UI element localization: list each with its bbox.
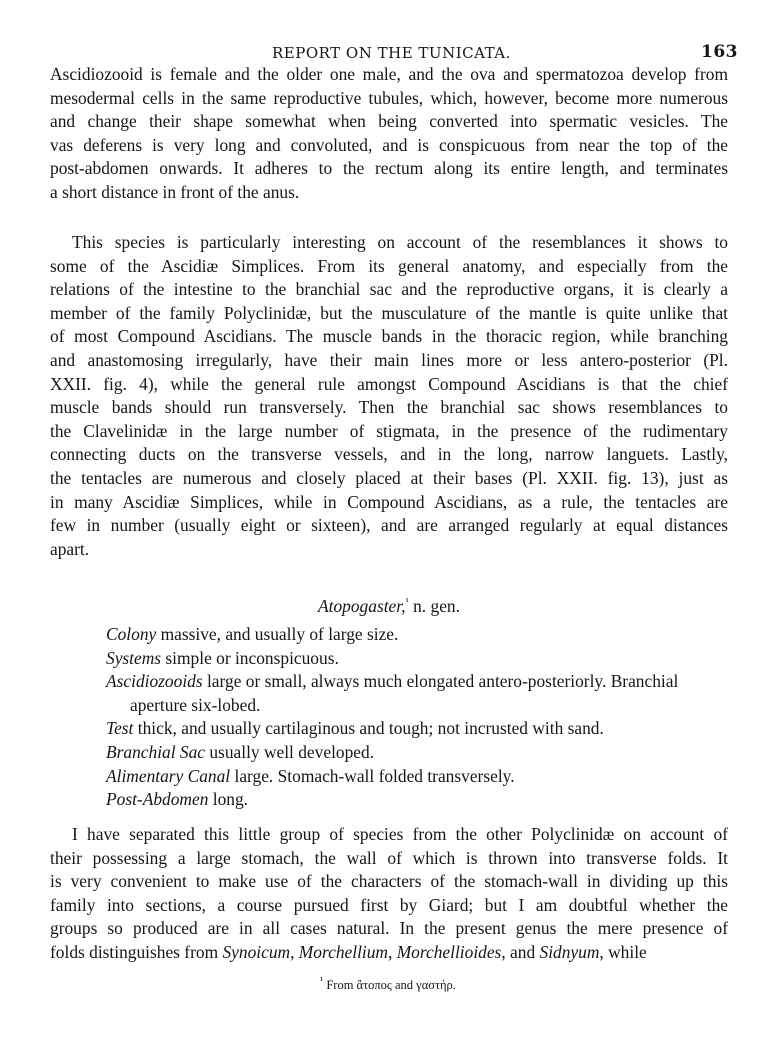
text-segment: n. gen. (408, 595, 460, 616)
text-segment: muscle bands should run transversely. Then the branchial sac shows resemblances to (50, 397, 728, 418)
italic-term: Morchellium (298, 942, 388, 962)
text-segment: of most Compound Ascidians. The muscle bands in the thoracic region, while branching (50, 326, 728, 347)
text-segment: their possessing a large stomach, the wall of which is thrown into transverse folds. It (50, 847, 728, 868)
running-header: REPORT ON THE TUNICATA. (272, 44, 511, 62)
definition-line (106, 766, 728, 786)
text-segment: aperture six-lobed. (130, 694, 261, 715)
text-line (50, 256, 728, 276)
text-segment: large. Stomach-wall folded transversely. (230, 765, 515, 786)
text-segment: , and (501, 942, 540, 962)
italic-term: Post-Abdomen (106, 789, 209, 810)
text-line (50, 64, 728, 84)
text-segment: , while (599, 942, 647, 962)
text-segment: vas deferens is very long and convoluted, and is conspicuous from near the top of the (50, 134, 728, 155)
text-line (72, 232, 728, 252)
text-line (50, 350, 728, 370)
text-line (50, 279, 728, 299)
text-line (50, 492, 728, 512)
text-segment: large or small, always much elongated antero-posteriorly. Branchial (202, 671, 679, 692)
text-line (50, 303, 728, 323)
definition-line (106, 742, 728, 762)
italic-term: Systems (106, 647, 162, 668)
text-line (50, 848, 728, 868)
text-segment: the tentacles are numerous and closely placed at their bases (Pl. XXII. fig. 13), just as (50, 468, 728, 488)
text-line (50, 942, 728, 962)
italic-term: Synoicum (222, 942, 291, 962)
text-segment: is very convenient to make use of the characters of the stomach-wall in dividing up this (50, 871, 728, 892)
text-segment: thick, and usually cartilaginous and tough; not incrusted with sand. (133, 718, 604, 739)
italic-term: Morchellioides (396, 942, 502, 962)
text-segment: relations of the intestine to the branchial sac and the reproductive organs, it is clearly a (50, 279, 728, 300)
italic-term: Test (106, 718, 134, 739)
text-segment: family into sections, a course pursued first by Giard; but I am doubtful whether the (50, 894, 728, 915)
text-segment: the Clavelinidæ in the large number of stigmata, in the presence of the rudimentary (50, 420, 728, 441)
italic-term: Sidnyum (539, 942, 600, 962)
text-segment: , (387, 942, 397, 962)
text-segment: member of the family Polyclinidæ, but the musculature of the mantle is quite unlike that (50, 302, 728, 323)
definition-line (130, 695, 728, 715)
text-segment: and change their shape somewhat when being converted into spermatic vesicles. The (50, 111, 728, 132)
text-segment: a short distance in front of the anus. (50, 182, 300, 202)
section-heading (50, 592, 728, 616)
text-line (50, 421, 728, 441)
text-line (50, 111, 728, 131)
text-segment: apart. (50, 538, 90, 559)
text-segment: I have separated this little group of species from the other Polyclinidæ on account of (72, 824, 728, 844)
italic-term: Branchial Sac (106, 742, 206, 762)
text-segment: simple or inconspicuous. (161, 647, 339, 668)
italic-term: Alimentary Canal (106, 765, 231, 786)
text-segment: folds distinguishes from (50, 942, 223, 962)
text-segment: usually well developed. (205, 742, 375, 762)
text-line (50, 468, 728, 488)
text-segment: some of the Ascidiæ Simplices. From its general anatomy, and especially from the (50, 255, 728, 276)
text-line (50, 444, 728, 464)
text-line (50, 326, 728, 346)
definition-line (106, 648, 728, 668)
text-segment: massive, and usually of large size. (156, 624, 399, 644)
text-segment: few in number (usually eight or sixteen), and are arranged regularly at equal distances (50, 515, 728, 536)
text-line (50, 539, 728, 559)
text-line (50, 88, 728, 108)
text-line (50, 397, 728, 417)
footnote-text: From ἄτοπος and γαστήρ. (323, 978, 456, 993)
definition-line (106, 671, 728, 691)
definition-line (106, 624, 728, 644)
text-segment: long. (208, 789, 249, 810)
text-segment: Ascidiozooid is female and the older one male, and the ova and spermatozoa develop from (50, 64, 728, 84)
text-segment: mesodermal cells in the same reproductive tubules, which, however, become more numerous (50, 87, 728, 108)
text-line (50, 135, 728, 155)
text-line (50, 895, 728, 915)
definition-line (106, 789, 728, 809)
footnote-ref: ¹ (405, 596, 409, 608)
text-segment: and anastomosing irregularly, have their main lines more or less antero-posterior (Pl. (50, 350, 728, 370)
text-line (50, 158, 728, 178)
text-segment: post-abdomen onwards. It adheres to the rectum along its entire length, and terminates (50, 158, 728, 179)
text-line (50, 871, 728, 891)
footnote (0, 976, 776, 993)
text-line (50, 374, 728, 394)
text-segment: connecting ducts on the transverse vessels, and in the long, narrow languets. Lastly, (50, 444, 728, 465)
text-segment: XXII. fig. 4), while the general rule amongst Compound Ascidians is that the chief (50, 373, 728, 394)
text-segment: in many Ascidiæ Simplices, while in Compound Ascidians, as a rule, the tentacles are (50, 491, 728, 512)
italic-term: Ascidiozooids (106, 671, 203, 692)
definition-line (106, 718, 728, 738)
footnote-mark: ¹ (320, 976, 324, 987)
text-line (50, 918, 728, 938)
text-line (50, 515, 728, 535)
italic-term: Colony (106, 624, 157, 644)
text-segment: , (290, 942, 299, 962)
text-line (72, 824, 728, 844)
text-line (50, 182, 728, 202)
page-number: 163 (701, 42, 738, 62)
italic-term: Atopogaster, (318, 595, 406, 616)
text-segment: This species is particularly interesting on account of the resemblances it shows to (72, 232, 728, 252)
text-segment: groups so produced are in all cases natural. In the present genus the mere presence of (50, 918, 728, 939)
